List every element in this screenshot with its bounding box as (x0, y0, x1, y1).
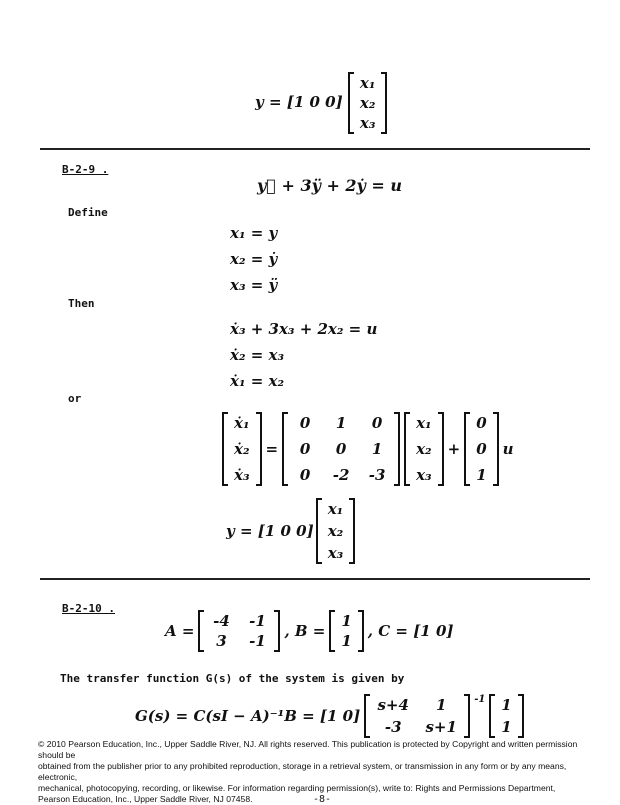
matrix-cell: x₁ (359, 74, 376, 92)
top-output-lhs: y = [1 0 0] (255, 93, 343, 111)
matrix-cell: 0 (476, 440, 487, 458)
top-output-equation (255, 72, 387, 134)
matrix-cell: x₁ (416, 414, 432, 432)
matrix-cell: -3 (384, 718, 402, 736)
matrix-cell: 0 (476, 414, 487, 432)
output-vector (316, 498, 356, 564)
matrix-cell: 3 (216, 632, 227, 650)
copyright-line: mechanical, photocopying, recording, or likewise. For information regarding permission(s), write to: Rights and Permissions Department, (38, 783, 556, 793)
matrix-cell: x₃ (327, 544, 344, 562)
then-equation-line: ẋ₁ = x₂ (230, 372, 285, 390)
inverse-matrix (364, 694, 470, 738)
matrix-cell: -4 (213, 612, 230, 630)
definition-line: x₂ = ẏ (230, 250, 278, 268)
matrix-cell: ẋ₃ (234, 466, 250, 484)
a-label: A = (165, 622, 195, 640)
plus-sign: + (447, 440, 461, 458)
matrix-cell: -1 (249, 612, 266, 630)
output-lhs: y = [1 0 0] (226, 522, 314, 540)
matrix-cell: x₂ (327, 522, 344, 540)
state-vector (404, 412, 444, 486)
matrix-cell: -1 (249, 632, 266, 650)
input-matrix-b (464, 412, 498, 486)
matrix-cell: 0 (335, 440, 347, 458)
matrix-cell: 0 (371, 414, 383, 432)
matrix-cell: x₂ (359, 94, 376, 112)
equals-sign: = (265, 440, 279, 458)
matrix-cell: 0 (299, 440, 311, 458)
matrix-cell: ẋ₂ (234, 440, 250, 458)
problem-label: B-2-9 . (62, 163, 109, 176)
matrix-cell: ẋ₁ (234, 414, 250, 432)
definition-line: x₃ = ÿ (230, 276, 278, 294)
matrix-cell: -3 (368, 466, 386, 484)
matrix-cell: 1 (341, 612, 352, 630)
then-equation-line: ẋ₃ + 3x₃ + 2x₂ = u (230, 320, 378, 338)
state-derivative-vector (222, 412, 262, 486)
copyright-line: Pearson Education, Inc., Upper Saddle River, NJ 07458. (38, 794, 253, 804)
matrix-cell: 0 (299, 414, 311, 432)
page-number: -8- (313, 794, 332, 805)
then-word: Then (68, 297, 95, 310)
b-label: , B = (284, 622, 326, 640)
matrix-cell: x₃ (359, 114, 376, 132)
definitions-block (230, 220, 277, 298)
matrix-cell: 1 (501, 696, 512, 714)
then-equations-block (230, 316, 377, 394)
matrix-cell: s+1 (425, 718, 457, 736)
c-label: , C = [1 0] (367, 622, 454, 640)
matrix-cell: -2 (332, 466, 350, 484)
matrix-cell: 1 (341, 632, 352, 650)
transfer-lhs: G(s) = C(sI − A)⁻¹B = [1 0] (135, 707, 361, 725)
problem-label: B-2-10 . (62, 602, 115, 615)
matrix-cell: 1 (435, 696, 447, 714)
matrix-cell: s+4 (377, 696, 409, 714)
state-space-equation (222, 412, 514, 486)
or-word: or (68, 392, 82, 405)
matrix-cell: 1 (335, 414, 347, 432)
matrix-cell: x₃ (416, 466, 432, 484)
matrix-cell: x₁ (327, 500, 344, 518)
then-equation-line: ẋ₂ = x₃ (230, 346, 285, 364)
section-divider (40, 148, 590, 150)
matrix-cell: 0 (299, 466, 311, 484)
output-equation (226, 498, 355, 564)
transfer-function-equation (135, 694, 524, 738)
definition-line: x₁ = y (230, 224, 278, 242)
matrix-cell: 1 (476, 466, 487, 484)
copyright-line: © 2010 Pearson Education, Inc., Upper Saddle River, NJ. All rights reserved. This publication is protected by Copyright and written permission should be (38, 739, 578, 760)
input-symbol: u (502, 440, 514, 458)
matrices-definition (165, 610, 453, 652)
section-divider (40, 578, 590, 580)
column-vector (489, 694, 523, 738)
matrix-cell: 1 (501, 718, 512, 736)
top-output-vector (348, 72, 388, 134)
copyright-footer (38, 739, 598, 805)
define-word: Define (68, 206, 108, 219)
matrix-b (329, 610, 363, 652)
transfer-function-text: The transfer function G(s) of the system is given by (60, 672, 405, 685)
copyright-line: obtained from the publisher prior to any prohibited reproduction, storage in a retrieval system, or transmission in any form or by any means, electronic, (38, 761, 567, 782)
matrix-a (198, 610, 280, 652)
differential-equation: y⃛ + 3ÿ + 2ẏ = u (257, 176, 403, 195)
matrix-cell: 1 (371, 440, 383, 458)
matrix-cell: x₂ (416, 440, 432, 458)
inverse-exponent: -1 (474, 694, 486, 705)
system-matrix-a (282, 412, 400, 486)
